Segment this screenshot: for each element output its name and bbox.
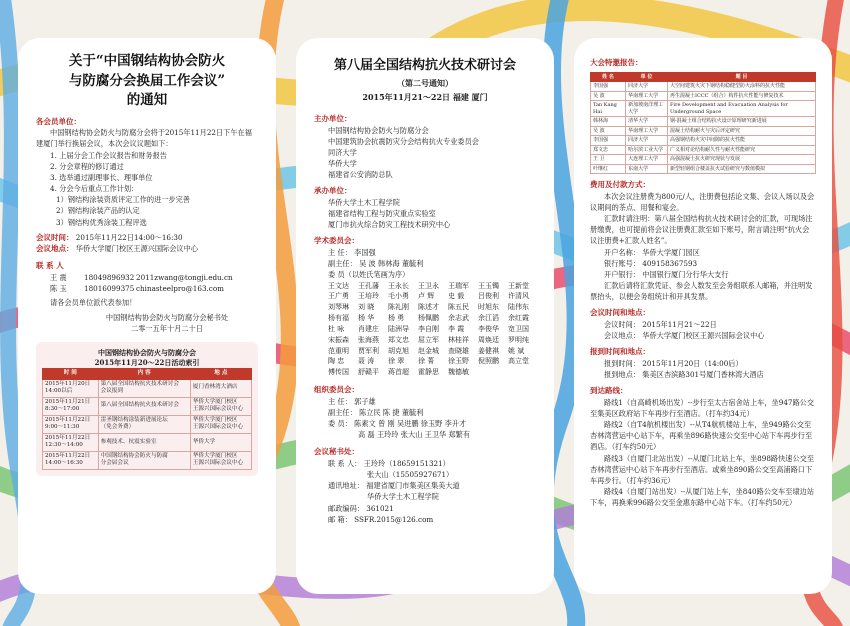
sec-contact-label: 联 系 人： (328, 458, 362, 468)
keynote-cell: 同济大学 (626, 136, 668, 146)
keynote-header-row (591, 72, 816, 82)
academic-member: 余江滔 (478, 314, 499, 323)
contact-email[interactable]: chinasteelpro@163.com (136, 283, 224, 293)
schedule-header-cell: 内 容 (98, 368, 190, 379)
venue-time (590, 319, 816, 330)
bank-tail: 汇款后请将汇款凭证、参会人数发至会务组联系人邮箱，并注明发票抬头，以便会务组统计和开具发票。 (590, 281, 813, 302)
academic-member: 范重明 (328, 346, 349, 355)
meeting-place-value: 华侨大学厦门校区王源兴国际会议中心 (75, 244, 198, 254)
academic-member: 王卫永 (418, 281, 439, 290)
bank-account-label: 银行账号： (604, 258, 640, 268)
keynote-cell: 李国强 (591, 82, 626, 92)
academic-member: 余志武 (448, 314, 469, 323)
venue-time-label: 会议时间： (604, 319, 640, 329)
organizer-item: 中国建筑协会抗震防灾分会结构抗火专业委员会 (328, 136, 479, 146)
academic-member: 吕俊利 (478, 292, 499, 301)
contact-label: 联 系 人 (36, 260, 64, 270)
academic-member: 查晓雄 (448, 346, 469, 355)
academic-member: 徐 翠 (388, 357, 405, 366)
bank-name-label: 开户名称： (604, 247, 640, 257)
keynote-cell: 高强钢结构火灾中间隙的抗火性能 (668, 136, 816, 146)
academic-member: 陈述才 (418, 303, 439, 312)
academic-members-label: 委 员（以姓氏笔画为序） (328, 270, 410, 280)
schedule-cell: 第八届全国结构抗火技术研讨会 (98, 397, 190, 415)
academic-member: 罗明纯 (508, 335, 529, 344)
academic-member: 张海燕 (358, 335, 379, 344)
schedule-cell: 华侨大学 (190, 433, 251, 451)
schedule-caption-line1: 中国钢结构协会防火与防腐分会 (98, 348, 196, 358)
academic-member: 魏德敏 (448, 368, 469, 377)
academic-member: 王孔藩 (358, 281, 379, 290)
academic-member: 陈礼刚 (388, 303, 409, 312)
sec-contact-1: 王玲玲（18659151321） (363, 458, 450, 468)
route-item: 路线3（自厦门北站出发）--从厦门北站上车，坐898路快速公交至杏林湾营运中心站下车再步行至酒店。或乘坐890路公交至高浦路口下车再步行。（打车约36元） (590, 453, 815, 485)
sub-agenda-item: 1）钢结构涂装资质评定工作的进一步完善 (56, 195, 190, 205)
host-item: 华侨大学土木工程学院 (328, 197, 400, 207)
org-members (314, 418, 536, 429)
org-committee-label: 组织委员会： (314, 385, 359, 395)
schedule-cell: 2015年11月20日 14:00以后 (43, 379, 99, 397)
secretariat-contacts (314, 458, 536, 469)
sec-zip-label: 邮政编码： (328, 503, 364, 513)
academic-member: 倪照鹏 (478, 357, 499, 366)
academic-member: 宋振森 (328, 335, 349, 344)
route-item: 路线4（自厦门站出发）--从厦门站上车，坐840路公交车至埭边站下车，再换乘996路公交至金惠东路中心站下车。（打车约50元） (590, 487, 815, 508)
academic-vice-value: 吴 波 韩林海 董毓利 (359, 259, 424, 269)
org-members-line1: 陈素文 曾 刚 吴进鹏 徐玉野 李升才 (354, 419, 467, 429)
academic-member: 屈立军 (418, 335, 439, 344)
keynote-cell: 叶继红 (591, 164, 626, 174)
schedule-cell: 参观技术、抗震实验室 (98, 433, 190, 451)
venue-place-value: 华侨大学厦门校区王源兴国际会议中心 (642, 331, 765, 341)
bank-account (590, 258, 816, 269)
org-chair (314, 396, 536, 407)
academic-member: 王培玲 (358, 292, 379, 301)
keynote-header-cell: 单 位 (626, 72, 668, 82)
keynote-cell: 王 卫 (591, 155, 626, 165)
keynote-cell: 吴 波 (591, 91, 626, 101)
academic-member: 周焕廷 (478, 335, 499, 344)
route-item: 路线1（自高崎机场出发）--步行至太古宿舍站上车，坐947路公交至集美区政府站下车再步行至酒店。（打车约34元） (590, 397, 815, 418)
agenda-item: 4. 分会今后重点工作计划： (50, 184, 139, 194)
academic-member: 宽卫国 (508, 324, 529, 333)
keynote-row (591, 126, 816, 136)
keynote-cell: 高强混凝土抗火研究现状与发展 (668, 155, 816, 165)
keynote-cell: 再生混凝土ICCC（组合）构件抗火性能与修复技术 (668, 91, 816, 101)
organizer-item: 同济大学 (328, 147, 357, 157)
sec-address-line1: 福建省厦门市集美区集美大道 (366, 481, 460, 491)
academic-member: 陶 忠 (328, 357, 345, 366)
conference-title: 第八届全国结构抗火技术研讨会 (333, 58, 516, 73)
notice-title-line2: 与防腐分会换届工作会议” (68, 72, 226, 89)
keynote-row (591, 82, 816, 92)
notice-title (36, 52, 258, 111)
keynote-cell: 韩林海 (591, 117, 626, 127)
academic-member: 王玉镯 (478, 281, 499, 290)
academic-member: 胡克旭 (388, 346, 409, 355)
academic-member: 姜健祺 (478, 346, 499, 355)
schedule-row (43, 451, 252, 469)
conference-date-place: 2015年11月21～22日 福建 厦门 (362, 91, 488, 102)
academic-member: 舒赣平 (358, 368, 379, 377)
keynote-cell: 广义相对论结构耐久性与耐火性能研究 (668, 145, 816, 155)
academic-member: 林桂祥 (448, 335, 469, 344)
academic-member: 杨佩鹏 (418, 314, 439, 323)
contact-row (50, 272, 258, 283)
host-list (314, 197, 536, 230)
organizer-item: 华侨大学 (328, 159, 357, 169)
schedule-header-row (43, 368, 252, 379)
academic-member: 卢 辉 (418, 292, 435, 301)
conference-subtitle: （第二号通知） (397, 78, 453, 89)
meeting-time-value: 2015年11月22日14:00～16:30 (75, 232, 183, 242)
fee-note: 汇款时请注明：第八届全国结构抗火技术研讨会的汇款，可现场注册缴费，也可提前将会议注册费汇款至如下账号，附言请注明“抗火会议注册费+汇款人姓名”。 (590, 214, 813, 246)
registration-label: 报到时间和地点： (590, 347, 650, 357)
academic-member: 姚 斌 (508, 346, 525, 355)
academic-member: 傅传国 (328, 368, 349, 377)
keynote-cell: 混凝土结构耐火与灾后评定研究 (668, 126, 816, 136)
meeting-place (36, 243, 258, 255)
academic-member: 徐玉野 (448, 357, 469, 366)
route-list (590, 397, 816, 509)
academic-member: 王文达 (328, 281, 349, 290)
notice-date: 二零一五年十月二十日 (131, 324, 203, 334)
academic-committee-label: 学术委员会： (314, 236, 359, 246)
details-panel (574, 38, 832, 594)
sub-agenda-item: 2）钢结构涂装产品的认定 (56, 206, 140, 216)
bank (590, 269, 816, 280)
academic-member: 赵金城 (418, 346, 439, 355)
schedule-row (43, 379, 252, 397)
schedule-cell: 华侨大学厦门校区 王源兴国际会议中心 (190, 397, 251, 415)
notice-intro: 中国钢结构协会防火与防腐分会将于2015年11月22日下午在福建厦门举行换届会议，本次会议议题如下： (36, 128, 252, 149)
academic-member: 王广勇 (328, 292, 349, 301)
venue-place-label: 会议地点： (604, 331, 640, 341)
academic-member: 陆伟东 (508, 303, 529, 312)
schedule-cell: 2015年11月22日 12:30～14:00 (43, 433, 99, 451)
academic-member: 李自刚 (418, 324, 439, 333)
academic-member: 陆洲导 (388, 324, 409, 333)
contact-phone: 18016099375 (84, 283, 135, 293)
contact-phone: 18049896932 (84, 272, 135, 282)
academic-member: 刘琴琳 (328, 303, 349, 312)
venue-place (590, 330, 816, 341)
academic-vice (314, 258, 536, 269)
org-members-label: 委 员： (328, 419, 352, 429)
academic-member: 蒋首超 (388, 368, 409, 377)
keynote-row (591, 101, 816, 117)
org-vice-value: 陈立民 陈 捷 董毓利 (359, 407, 424, 417)
agenda-item: 1. 上届分会工作会议报告和财务报告 (50, 150, 167, 160)
schedule-row (43, 415, 252, 433)
academic-member: 时旭东 (478, 303, 499, 312)
agenda-list (36, 150, 258, 195)
academic-member: 王瑞军 (448, 281, 469, 290)
academic-member: 许清风 (508, 292, 529, 301)
sec-contact-2: 张大山（15505927671） (367, 470, 454, 480)
organizer-item: 福建省公安消防总队 (328, 170, 393, 180)
schedule-block (36, 342, 258, 476)
secretariat-label: 会议秘书处： (314, 447, 359, 457)
host-item: 福建省结构工程与防灾重点实验室 (328, 209, 436, 219)
agenda-item: 2. 分会章程的修订通过 (50, 161, 124, 171)
bank-value: 中国银行厦门分行华大支行 (642, 269, 729, 279)
sub-agenda-list (36, 194, 258, 227)
keynote-cell: 大连理工大学 (626, 155, 668, 165)
academic-chair (314, 247, 536, 258)
schedule-cell: 第八届全国结构抗火技术研讨会 会议报到 (98, 379, 190, 397)
academic-member: 杨有福 (328, 314, 349, 323)
academic-member: 毛小勇 (388, 292, 409, 301)
org-vice (314, 407, 536, 418)
schedule-cell: 2015年11月21日 8:30～17:00 (43, 397, 99, 415)
host-label: 承办单位： (314, 186, 352, 196)
academic-member: 李俊华 (478, 324, 499, 333)
keynote-row (591, 91, 816, 101)
salutation: 各会员单位： (36, 116, 81, 126)
contact-name: 陈 玉 (50, 283, 67, 293)
keynote-cell: Tan Kang Hai (591, 101, 626, 117)
schedule-cell: 中国钢结构协会防火与防腐 分会届会议 (98, 451, 190, 469)
keynote-label: 大会特邀报告： (590, 58, 643, 67)
academic-member-grid (314, 281, 536, 379)
sec-email-value[interactable]: SSFR.2015@126.com (354, 514, 434, 524)
schedule-row (43, 397, 252, 415)
secretariat-email (314, 514, 536, 525)
notice-title-line3: 的通知 (126, 92, 168, 109)
keynote-row (591, 155, 816, 165)
keynote-cell: 李国强 (591, 136, 626, 146)
academic-member: 王永长 (388, 281, 409, 290)
org-members-line2: 高 磊 王玲玲 张大山 王卫华 郑繁有 (358, 430, 471, 440)
keynote-row (591, 145, 816, 155)
reg-place (590, 369, 816, 380)
keynote-cell: 吴 波 (591, 126, 626, 136)
route-label: 到达路线： (590, 386, 628, 396)
organizer-label: 主办单位： (314, 113, 352, 123)
schedule-cell: 华侨大学厦门校区 王源兴国际会议中心 (190, 451, 251, 469)
schedule-cell: 雷圣钢结构涂装新进展论坛 （免会务费） (98, 415, 190, 433)
schedule-cell: 2015年11月22日 9:00～11:30 (43, 415, 99, 433)
academic-member: 李 霞 (448, 324, 465, 333)
academic-member: 史 毅 (448, 292, 465, 301)
organizer-list (314, 125, 536, 181)
schedule-header-cell: 地 点 (190, 368, 251, 379)
academic-member: 余红霞 (508, 314, 529, 323)
venue-time-value: 2015年11月21～22日 (642, 319, 717, 329)
keynote-row (591, 117, 816, 127)
academic-member: 杜 咏 (328, 324, 345, 333)
keynote-cell: Fire Development and Evacuation Analysis for Underground Space (668, 101, 816, 117)
keynote-row (591, 164, 816, 174)
org-chair-label: 主 任： (328, 396, 352, 406)
keynote-cell: 大空间建筑火灾下钢结构稳健型防火涂料的抗火性能 (668, 82, 816, 92)
route-item: 路线2（自T4航机楼出发）--从T4航机楼站上车，坐949路公交至杏林湾营运中心站下车，再乘坐896路快速公交至中心站下车再步行至酒店。（打车约50元） (590, 420, 813, 452)
schedule-cell: 厦门香林湾大酒店 (190, 379, 251, 397)
schedule-cell: 华侨大学厦门校区 王源兴国际会议中心 (190, 415, 251, 433)
keynote-cell: 华南理工大学 (626, 91, 668, 101)
fee-text: 本次会议注册费为800元/人，注册费包括论文集、会议入场以及会议期间的茶点、用餐和宴会。 (590, 191, 815, 212)
keynote-cell: 东南大学 (626, 164, 668, 174)
bank-name-value: 华侨大学厦门园区 (642, 247, 700, 257)
academic-member: 郑文忠 (388, 335, 409, 344)
contact-list (36, 272, 258, 294)
keynote-cell: 同济大学 (626, 82, 668, 92)
academic-member: 王新堂 (508, 281, 529, 290)
keynote-cell: 钢-混凝土组合结构抗火设计原理研究新进展 (668, 117, 816, 127)
notice-panel (18, 38, 276, 594)
schedule-row (43, 433, 252, 451)
keynote-cell: 清华大学 (626, 117, 668, 127)
reg-place-value: 集美区杏滨路301号厦门香林湾大酒店 (642, 370, 764, 380)
keynote-cell: 郑文忠 (591, 145, 626, 155)
academic-member: 刘 晓 (358, 303, 375, 312)
reg-place-label: 报到地点： (604, 370, 640, 380)
reg-time (590, 358, 816, 369)
sec-zip-value: 361021 (366, 503, 394, 513)
academic-member: 高立堂 (508, 357, 529, 366)
org-chair-value: 郭子雄 (354, 396, 376, 406)
academic-chair-value: 李国强 (354, 248, 376, 258)
keynote-cell: 哈尔滨工业大学 (626, 145, 668, 155)
academic-vice-label: 副主任： (328, 259, 357, 269)
bank-name (590, 247, 816, 258)
keynote-header-cell: 题 目 (668, 72, 816, 82)
signer: 中国钢结构协会防火与防腐分会秘书处 (105, 313, 229, 323)
contact-row (50, 283, 258, 294)
academic-member: 霍静思 (418, 368, 439, 377)
academic-member: 杨 华 (358, 314, 375, 323)
agenda-item: 3. 选举通过副理事长、理事单位 (50, 172, 153, 182)
reg-time-label: 报到时间： (604, 358, 640, 368)
conference-panel (296, 38, 554, 594)
academic-member: 徐 菁 (418, 357, 435, 366)
sec-email-label: 邮 箱： (328, 514, 352, 524)
secretariat-address (314, 480, 536, 491)
academic-member: 陈五民 (448, 303, 469, 312)
academic-member: 贾军利 (358, 346, 379, 355)
secretariat-zip (314, 503, 536, 514)
keynote-table (590, 72, 816, 175)
schedule-cell: 2015年11月22日 14:00～16:30 (43, 451, 99, 469)
sec-address-line2: 华侨大学土木工程学院 (367, 492, 439, 502)
meeting-time (36, 232, 258, 244)
schedule-caption (42, 348, 252, 368)
academic-chair-label: 主 任： (328, 248, 352, 258)
organizer-item: 中国钢结构协会防火与防腐分会 (328, 125, 429, 135)
academic-member: 肖建庄 (358, 324, 379, 333)
academic-member: 聂 涛 (358, 357, 375, 366)
academic-member: 杨 勇 (388, 314, 405, 323)
keynote-header-cell: 姓 名 (591, 72, 626, 82)
schedule-header-cell: 时 间 (43, 368, 99, 379)
venue-label: 会议时间和地点： (590, 308, 650, 318)
notice-title-line1: 关于“中国钢结构协会防火 (68, 53, 226, 69)
closing: 请各会员单位派代表参加！ (50, 297, 137, 307)
meeting-time-label: 会议时间： (36, 232, 74, 242)
contact-email[interactable]: 2011zwang@tongji.edu.cn (136, 272, 233, 282)
keynote-row (591, 136, 816, 146)
reg-time-value: 2015年11月20日（14:00后） (642, 358, 743, 368)
fee-label: 费用及付款方式： (590, 180, 650, 190)
bank-label: 开户银行： (604, 269, 640, 279)
keynote-cell: 华南理工大学 (626, 126, 668, 136)
org-vice-label: 副主任： (328, 407, 357, 417)
sub-agenda-item: 3）钢结构优秀涂装工程评选 (56, 217, 147, 227)
schedule-table (42, 368, 252, 470)
bank-account-value: 409158367593 (642, 258, 698, 268)
host-item: 厦门市抗火综合防灾工程技术研究中心 (328, 220, 451, 230)
keynote-cell: 新型轻钢组合楼盖抗火试验研究与数值模拟 (668, 164, 816, 174)
contact-name: 王 震 (50, 272, 67, 282)
keynote-cell: 新加坡南洋理工大学 (626, 101, 668, 117)
meeting-place-label: 会议地点： (36, 244, 74, 254)
schedule-caption-line2: 2015年11月20～22日活动索引 (94, 358, 200, 368)
sec-address-label: 通讯地址： (328, 481, 364, 491)
